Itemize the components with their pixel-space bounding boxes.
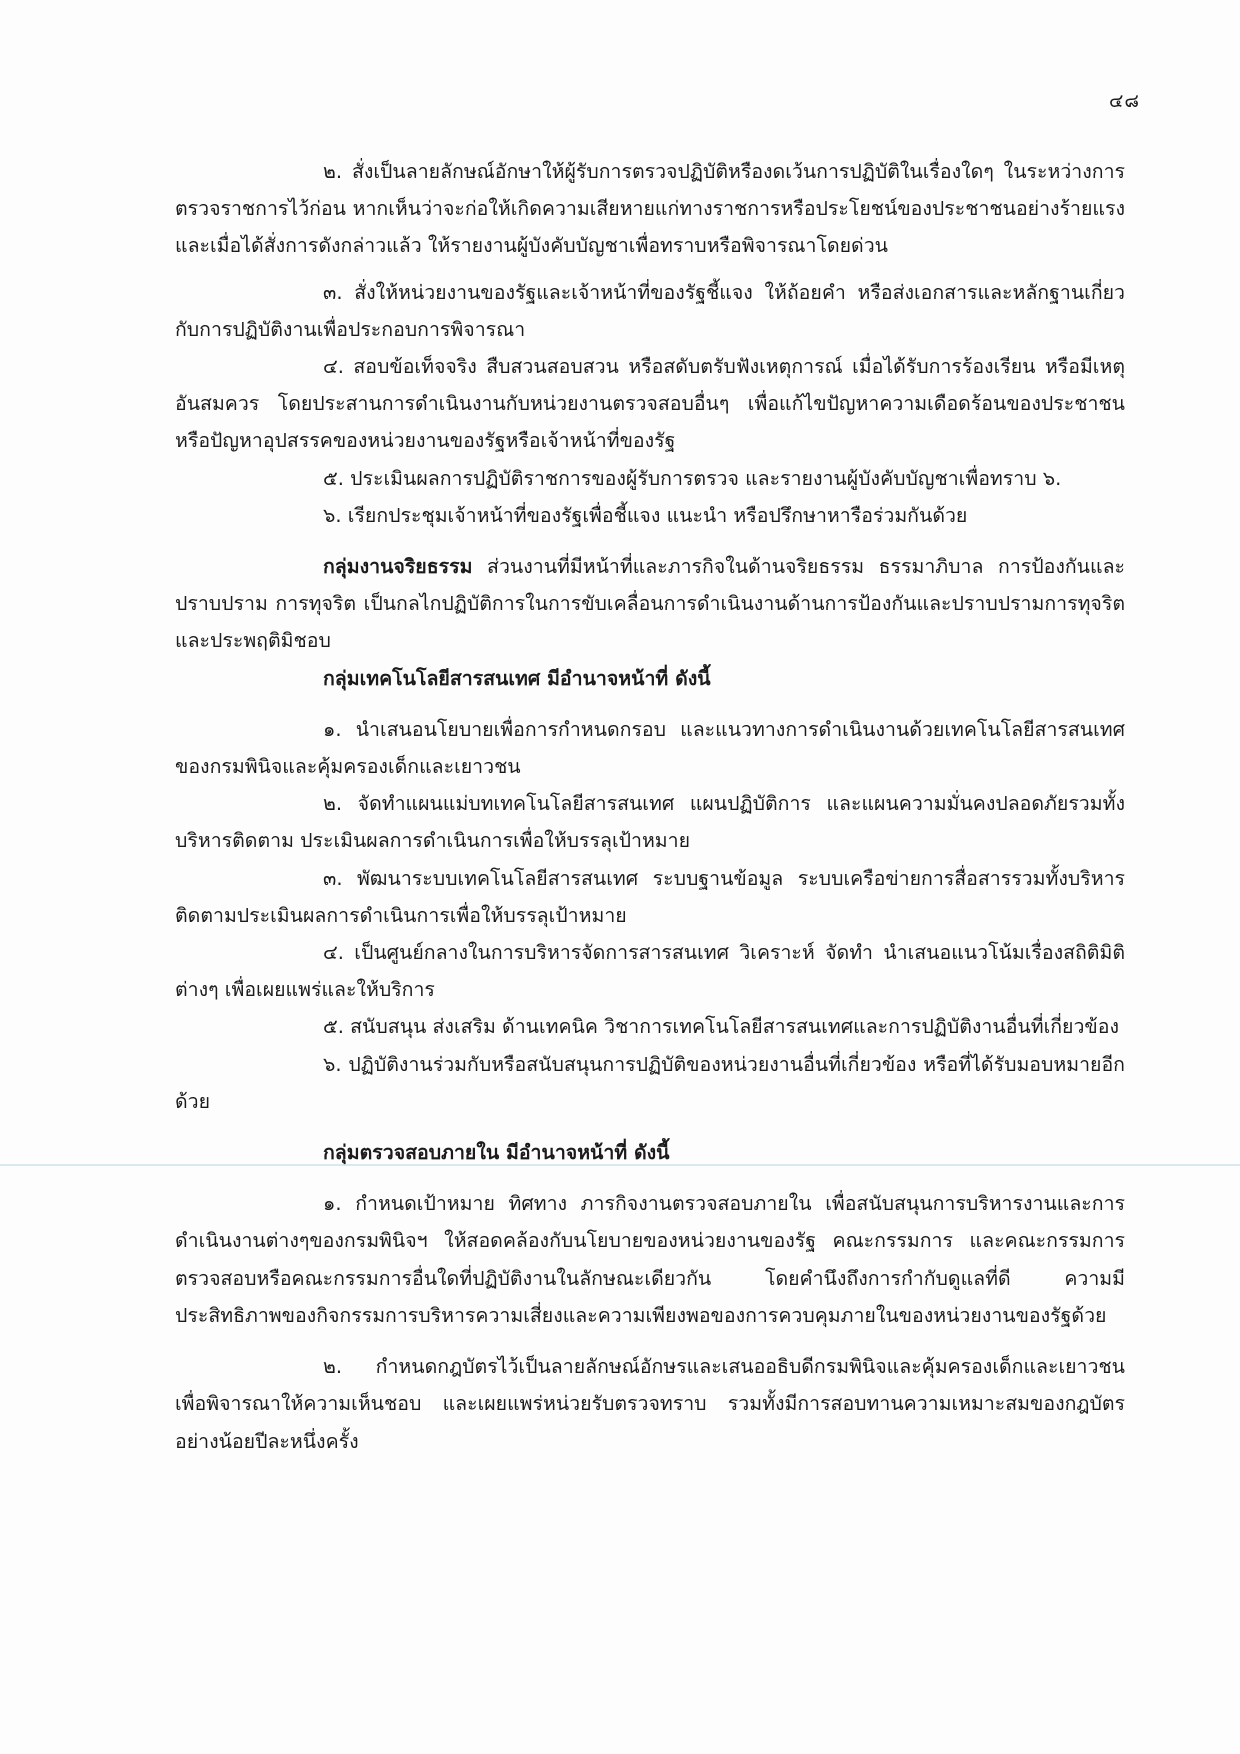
ethics-group-text: ส่วนงานที่มีหน้าที่และภารกิจในด้านจริยธรรม ธรรมาภิบาล การป้องกันและปราบปราม การทุจริต เป็นกลไกปฏิบัติการในการขับเคลื่อนการดำเนินงานด้านการป้องกันและปราบปรามการทุจริต และประพฤติมิชอบ [175,555,1125,653]
ethics-group-heading: กลุ่มงานจริยธรรม [323,555,473,579]
it-group-heading: กลุ่มเทคโนโลยีสารสนเทศ มีอำนาจหน้าที่ ดังนี้ [323,666,711,690]
audit-group-heading: กลุ่มตรวจสอบภายใน มีอำนาจหน้าที่ ดังนี้ [323,1141,670,1165]
it-group-item-1: ๑. นำเสนอนโยบายเพื่อการกำหนดกรอบ และแนวทางการดำเนินงานด้วยเทคโนโลยีสารสนเทศของกรมพินิจและคุ้มครองเด็กและเยาวชน [175,717,1125,779]
it-group-item-2: ๒. จัดทำแผนแม่บทเทคโนโลยีสารสนเทศ แผนปฏิบัติการ และแผนความมั่นคงปลอดภัยรวมทั้งบริหารติดตาม ประเมินผลการดำเนินการเพื่อให้บรรลุเป้าหมาย [175,792,1125,853]
paragraph-item-5: ๕. ประเมินผลการปฏิบัติราชการของผู้รับการตรวจ และรายงานผู้บังคับบัญชาเพื่อทราบ ๖. [323,466,1062,490]
scan-artifact-line [0,1164,1240,1166]
it-group-item-6: ๖. ปฏิบัติงานร่วมกับหรือสนับสนุนการปฏิบัติของหน่วยงานอื่นที่เกี่ยวข้อง หรือที่ได้รับมอบหมายอีกด้วย [175,1052,1125,1113]
audit-group-item-1: ๑. กำหนดเป้าหมาย ทิศทาง ภารกิจงานตรวจสอบภายใน เพื่อสนับสนุนการบริหารงานและการดำเนินงานต่างๆของกรมพินิจฯ ให้สอดคล้องกับนโยบายของหน่วยงานของรัฐ คณะกรรมการ และคณะกรรมการตรวจสอบหรือคณะกรรมการอื่นใดที่ปฏิบัติงานในลักษณะเดียวกัน โดยคำนึงถึงการกำกับดูแลที่ดี ความมีประสิทธิภาพของกิจกรรมการบริหารความเสี่ยงและความเพียงพอของการควบคุมภายในของหน่วยงานของรัฐด้วย [175,1192,1125,1327]
it-group-item-3: ๓. พัฒนาระบบเทคโนโลยีสารสนเทศ ระบบฐานข้อมูล ระบบเครือข่ายการสื่อสารรวมทั้งบริหารติดตามประเมินผลการดำเนินการเพื่อให้บรรลุเป้าหมาย [175,866,1125,927]
paragraph-item-6: ๖. เรียกประชุมเจ้าหน้าที่ของรัฐเพื่อชี้แจง แนะนำ หรือปรึกษาหารือร่วมกันด้วย [323,503,968,527]
paragraph-item-2: ๒. สั่งเป็นลายลักษณ์อักษาให้ผู้รับการตรวจปฏิบัติหรืองดเว้นการปฏิบัติในเรื่องใดๆ ในระหว่างการตรวจราชการไว้ก่อน หากเห็นว่าจะก่อให้เกิดความเสียหายแก่ทางราชการหรือประโยชน์ของประชาชนอย่างร้ายแรง และเมื่อได้สั่งการดังกล่าวแล้ว ให้รายงานผู้บังคับบัญชาเพื่อทราบหรือพิจารณาโดยด่วน [175,160,1125,258]
paragraph-item-4: ๔. สอบข้อเท็จจริง สืบสวนสอบสวน หรือสดับตรับฟังเหตุการณ์ เมื่อได้รับการร้องเรียน หรือมีเหตุอันสมควร โดยประสานการดำเนินงานกับหน่วยงานตรวจสอบอื่นๆ เพื่อแก้ไขปัญหาความเดือดร้อนของประชาชนหรือปัญหาอุปสรรคของหน่วยงานของรัฐหรือเจ้าหน้าที่ของรัฐ [175,355,1125,453]
it-group-item-5: ๕. สนับสนุน ส่งเสริม ด้านเทคนิค วิชาการเทคโนโลยีสารสนเทศและการปฏิบัติงานอื่นที่เกี่ยวข้อง [323,1015,1119,1039]
paragraph-item-3: ๓. สั่งให้หน่วยงานของรัฐและเจ้าหน้าที่ของรัฐชี้แจง ให้ถ้อยคำ หรือส่งเอกสารและหลักฐานเกี่ยวกับการปฏิบัติงานเพื่อประกอบการพิจารณา [175,280,1125,341]
audit-group-item-2: ๒. กำหนดกฎบัตรไว้เป็นลายลักษณ์อักษรและเสนออธิบดีกรมพินิจและคุ้มครองเด็กและเยาวชน เพื่อพิจารณาให้ความเห็นชอบ และเผยแพร่หน่วยรับตรวจทราบ รวมทั้งมีการสอบทานความเหมาะสมของกฎบัตรอย่างน้อยปีละหนึ่งครั้ง [175,1355,1125,1453]
it-group-item-4: ๔. เป็นศูนย์กลางในการบริหารจัดการสารสนเทศ วิเคราะห์ จัดทำ นำเสนอแนวโน้มเรื่องสถิติมิติต่างๆ เพื่อเผยแพร่และให้บริการ [175,941,1125,1002]
page-content [175,153,1125,1460]
page-number: ๔๘ [1108,90,1140,112]
ethics-group-paragraph [175,548,1125,660]
